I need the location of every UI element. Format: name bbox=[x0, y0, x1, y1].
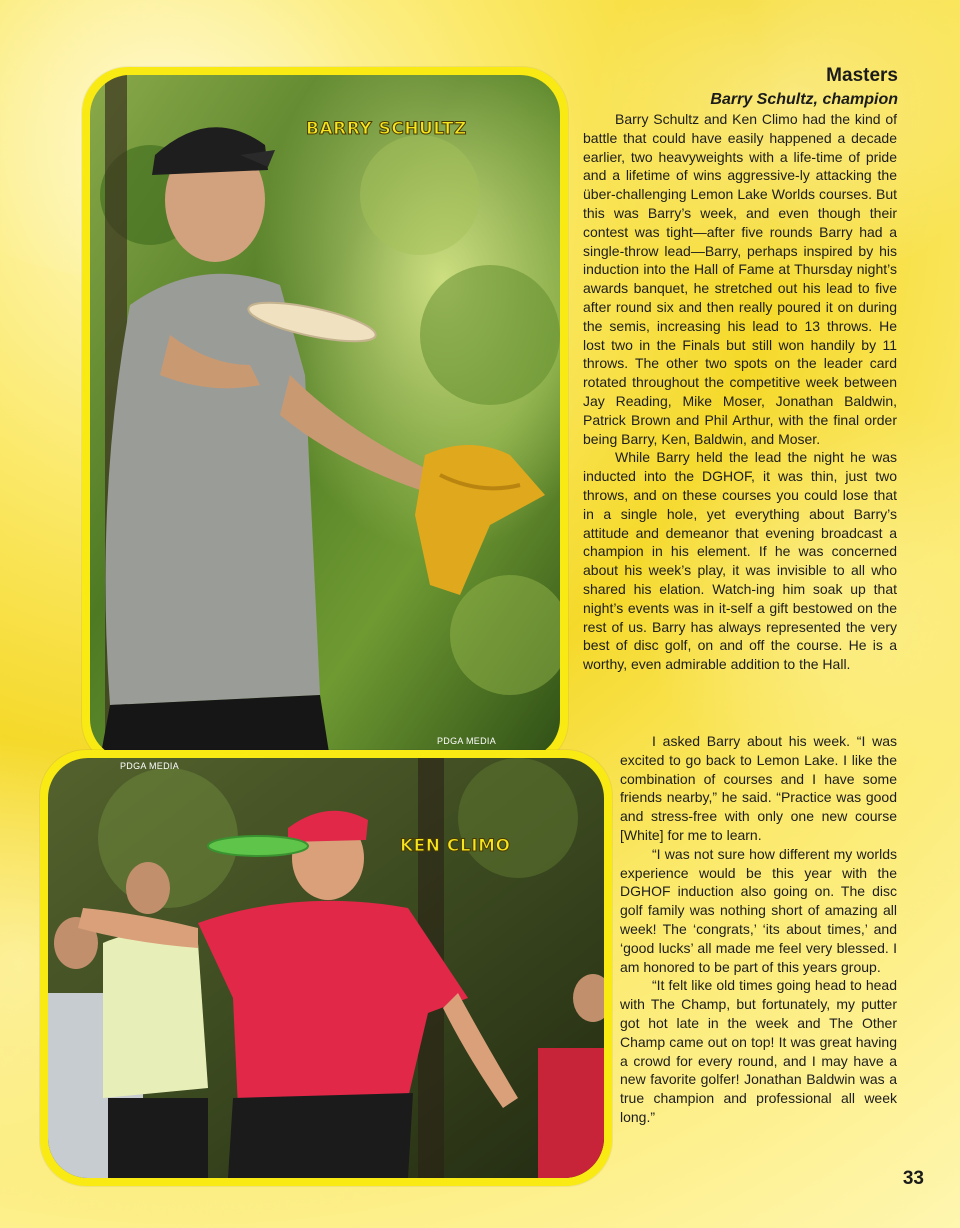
article-subtitle: Barry Schultz, champion bbox=[710, 91, 898, 108]
ken-climo-photo bbox=[40, 750, 612, 1186]
barry-schultz-photo bbox=[82, 67, 568, 767]
article-paragraph: “It felt like old times going head to head with The Champ, but fortunately, my putter got hot late in the week and The Other Champ came out on top! It was great having a crowd for every round, and I may have a new favorite golfer! Jonathan Baldwin was a true champion and professional all week long.” bbox=[620, 977, 897, 1125]
article-paragraph: “I was not sure how different my worlds experience would be this year with the DGHOF induction also going on. The disc golf family was nothing short of amazing all week! The ‘congrats,’ ‘its about times,’ and ‘good lucks’ all made me feel very blessed. I am honored to be part of this years group. bbox=[620, 845, 897, 975]
player-name-label: KEN CLIMO bbox=[400, 836, 511, 856]
article-paragraph: While Barry held the lead the night he was inducted into the DGHOF, it was thin, just two throws, and on these courses you could lose that in a single hole, yet everything about Barry’s attitude and demeanor that evening broadcast a champion in his element. If he was concerned about his week’s play, it was invisible to all who shared his elation. Watch-ing him soak up that night’s events was in it-self a gift bestowed on the rest of us. Barry has always represented the very best of disc golf, on and off the course. He is a worthy, even admirable addition to the Hall. bbox=[583, 449, 897, 673]
photo-image bbox=[48, 758, 604, 1178]
section-title: Masters bbox=[826, 65, 898, 86]
player-name-label: BARRY SCHULTZ bbox=[306, 119, 467, 139]
article-paragraph: Barry Schultz and Ken Climo had the kind of battle that could have easily happened a decade earlier, two heavyweights with a life-time of pride and a lifetime of wins aggressive-ly attacking the über-challenging Lemon Lake Worlds courses. But this was Barry’s week, and even though their contest was tight—after five rounds Barry had a single-throw lead—Barry, perhaps inspired by his induction into the Hall of Fame at Thursday night’s awards banquet, he stretched out his lead to five after round six and then really poured it on during the semis, increasing his lead to 13 throws. He lost two in the Finals but still won handily by 11 throws. The other two spots on the leader card rotated throughout the competitive week between Jay Reading, Mike Moser, Jonathan Baldwin, Patrick Brown and Phil Arthur, with the final order being Barry, Ken, Baldwin, and Moser. bbox=[583, 111, 897, 447]
photo-credit: PDGA MEDIA bbox=[437, 736, 497, 746]
ken-photo-illustration bbox=[48, 758, 604, 1178]
page-number: 33 bbox=[902, 1168, 924, 1189]
photo-image bbox=[90, 75, 560, 759]
article-paragraph: I asked Barry about his week. “I was excited to go back to Lemon Lake. I like the combination of courses and I have some friends nearby,” he said. “Practice was good and stress-free with only one new course [White] for me to learn. bbox=[620, 733, 897, 843]
article-body-upper bbox=[583, 110, 897, 674]
photo-credit: PDGA MEDIA bbox=[120, 761, 180, 771]
barry-photo-illustration bbox=[90, 75, 560, 759]
article-body-lower bbox=[620, 732, 897, 1127]
